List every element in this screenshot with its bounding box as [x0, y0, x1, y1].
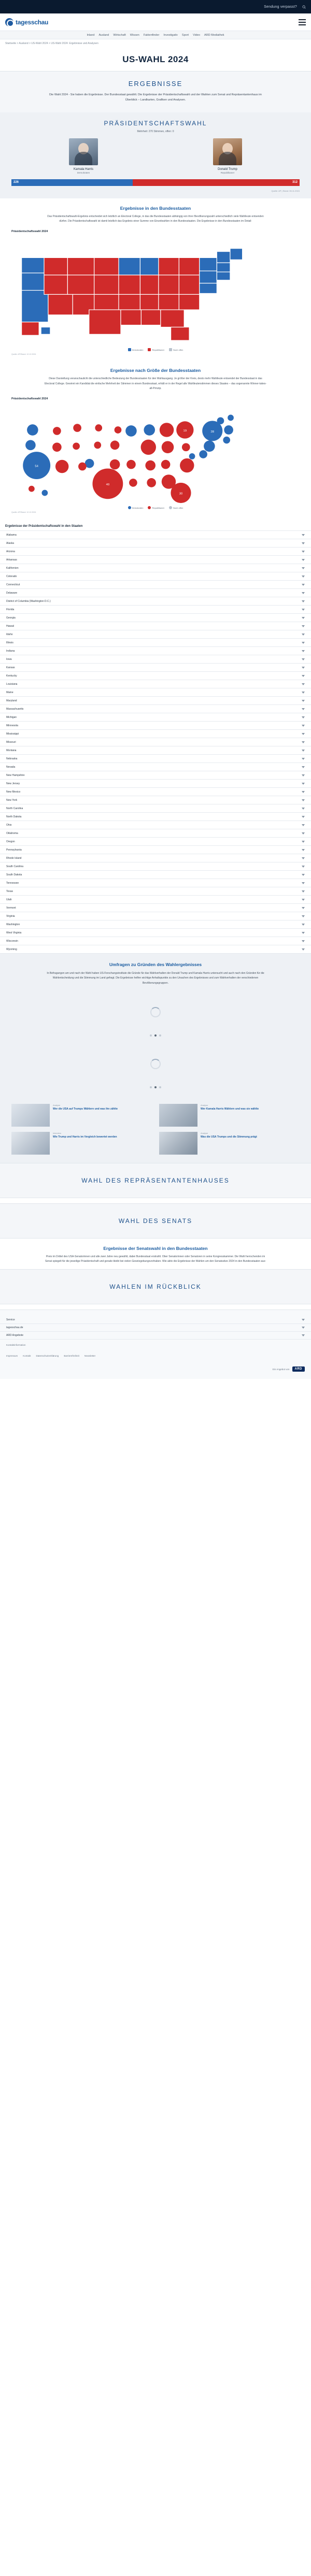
chevron-down-icon-2 — [302, 1327, 305, 1329]
svg-text:40: 40 — [106, 483, 110, 486]
chevron-down-icon — [302, 874, 305, 876]
teaser-kicker-3: Interview — [53, 1131, 62, 1134]
chevron-down-icon — [302, 890, 305, 893]
us-electoral-bubble-map[interactable] — [11, 404, 300, 505]
teaser-title-3[interactable]: Wie Trump und Harris im Vergleich bewertet werden — [53, 1135, 117, 1139]
states-map-legend — [11, 348, 300, 351]
bubble-legend-dem: Demokraten — [128, 506, 144, 509]
chevron-down-icon — [302, 551, 305, 553]
poll-chart-loading-1 — [11, 993, 300, 1031]
state-accordion-row[interactable] — [0, 788, 311, 796]
breadcrumb: Startseite > Ausland > US-Wahl 2024 > US-Wahl 2024: Ergebnisse und Analysen — [0, 39, 311, 47]
footer-row-ard[interactable] — [0, 1332, 311, 1340]
burger-line-2 — [299, 22, 306, 23]
candidate-row — [0, 138, 311, 174]
chevron-down-icon — [302, 675, 305, 677]
legend-item-open: Noch offen — [169, 348, 183, 351]
nav-item-inland[interactable]: Inland — [87, 33, 95, 37]
chevron-down-icon — [302, 725, 305, 727]
carousel-dot-4[interactable] — [150, 1086, 152, 1088]
footer-row-service[interactable] — [0, 1316, 311, 1324]
state-accordion-label: Maine — [6, 690, 13, 694]
footer-link-kontakt[interactable]: Kontakt — [23, 1355, 31, 1358]
page-title: US-WAHL 2024 — [0, 47, 311, 71]
carousel-dot-2[interactable] — [154, 1034, 157, 1037]
state-accordion-row[interactable] — [0, 838, 311, 846]
state-accordion — [0, 530, 311, 954]
chevron-down-icon — [302, 907, 305, 909]
bubble-map-svg — [11, 404, 300, 505]
carousel-dots-1[interactable] — [11, 1031, 300, 1038]
spinner-icon-2 — [150, 1059, 161, 1069]
state-accordion-row[interactable] — [0, 821, 311, 829]
state-accordion-label: Vermont — [6, 906, 16, 910]
state-accordion-row[interactable] — [0, 879, 311, 887]
state-accordion-row[interactable] — [0, 755, 311, 763]
state-accordion-label: Alaska — [6, 541, 15, 545]
chevron-down-icon — [302, 617, 305, 619]
polls-title: Umfragen zu Gründen des Wahlergebnisses — [109, 962, 202, 968]
state-accordion-row[interactable] — [0, 722, 311, 730]
teaser-thumbnail-1 — [11, 1104, 50, 1127]
nav-item-wissen[interactable]: Wissen — [130, 33, 139, 37]
state-accordion-label: Kalifornien — [6, 566, 19, 570]
size-map-body: Diese Darstellung veranschaulicht die unterschiedliche Bedeutung der Bundesstaaten für den Wahlausgang. Je größer der Kreis, desto mehr Wahlleute entsendet der Bundesstaat in das Electoral College. Gewinnt ein Kandidat die einfache Mehrheit der Stimmen in einem Bundesstaat, erhält er in der Regel alle Wahlleutenstimmen dieses Staates – das sogenannte Winner-takes-all-Prinzip. — [44, 377, 267, 390]
senate-section-title: WAHL DES SENATS — [0, 1203, 311, 1239]
states-map-subtitle: Präsidentschaftswahl 2024 — [11, 230, 48, 234]
chevron-down-icon — [302, 650, 305, 652]
state-accordion-label: Maryland — [6, 699, 17, 702]
candidate-party-harris: Demokraten — [77, 171, 90, 174]
state-accordion-label: Michigan — [6, 715, 17, 719]
state-accordion-label: Minnesota — [6, 724, 19, 727]
state-accordion-label: Indiana — [6, 649, 15, 653]
polls-body: In Befragungen am und nach der Wahl haben US-Forschungsinstitute die Gründe für das Wahlverhalten der Donald Trump und Kamala Harris untersucht und auch nach den Gründen für die Wahlentscheidung und die Stimmung im Land gefragt. Die Ergebnisse helfen wichtige Anhaltspunkte zu den Ursachen des Ergebnisses und zum Wahlverhalten der verschiedenen Bevölkerungsgruppen. — [47, 972, 264, 985]
state-accordion-label: Arizona — [6, 550, 15, 553]
state-accordion-label: South Dakota — [6, 873, 22, 876]
state-accordion-row[interactable] — [0, 771, 311, 780]
legend-item-dem: Demokraten — [128, 348, 144, 351]
state-accordion-label: Wyoming — [6, 947, 17, 951]
state-accordion-label: Delaware — [6, 591, 18, 595]
candidate-name-trump: Donald Trump — [218, 167, 237, 171]
size-map-credit: Quelle: AP/Stand: 12.12.2024 — [11, 511, 36, 514]
chevron-down-icon — [302, 924, 305, 926]
logo-text: tagesschau — [16, 18, 49, 26]
state-accordion-row[interactable] — [0, 680, 311, 688]
state-accordion-label: Kentucky — [6, 674, 17, 678]
chevron-down-icon — [302, 841, 305, 843]
state-accordion-row[interactable] — [0, 796, 311, 804]
teaser-thumbnail-4 — [159, 1132, 197, 1155]
chevron-down-icon — [302, 634, 305, 636]
chevron-down-icon — [302, 559, 305, 561]
menu-button[interactable] — [299, 19, 306, 25]
chevron-down-icon — [302, 716, 305, 718]
state-accordion-row[interactable] — [0, 655, 311, 664]
chevron-down-icon — [302, 774, 305, 776]
state-accordion-row[interactable] — [0, 539, 311, 548]
teaser-grid — [0, 1097, 311, 1163]
carousel-dot-3[interactable] — [159, 1034, 161, 1037]
nav-item-faktenfinder[interactable]: Faktenfinder — [143, 33, 160, 37]
nav-item-wirtschaft[interactable]: Wirtschaft — [113, 33, 126, 37]
svg-text:54: 54 — [35, 465, 38, 468]
footer-links — [0, 1340, 311, 1350]
teaser-card-2[interactable] — [159, 1104, 300, 1127]
state-accordion-label: North Carolina — [6, 807, 23, 810]
state-accordion-row[interactable] — [0, 871, 311, 879]
state-results-accordion-section — [0, 519, 311, 954]
state-accordion-label: New York — [6, 798, 18, 802]
chevron-down-icon — [302, 741, 305, 743]
state-accordion-row[interactable] — [0, 904, 311, 912]
state-accordion-label: North Dakota — [6, 815, 22, 818]
footer-link-title: Kontaktinformation — [6, 1344, 26, 1347]
svg-text:28: 28 — [210, 430, 215, 434]
state-accordion-label: Mississippi — [6, 732, 19, 736]
state-accordion-label: Nevada — [6, 765, 16, 769]
chevron-down-icon — [302, 600, 305, 602]
state-accordion-row[interactable] — [0, 920, 311, 929]
size-map-legend — [11, 506, 300, 509]
nav-item-investigativ[interactable]: Investigativ — [163, 33, 178, 37]
search-control[interactable] — [302, 5, 306, 9]
footer-copyright: Ein Angebot von — [272, 1368, 290, 1371]
teaser-kicker-4: Analyse — [201, 1131, 208, 1134]
legend-item-rep: Republikaner — [148, 348, 164, 351]
state-accordion-title: Ergebnisse der Präsidentschaftswahl in den Staaten — [5, 525, 83, 528]
chevron-down-icon — [302, 584, 305, 586]
polls-section — [0, 954, 311, 1097]
search-icon — [302, 5, 306, 9]
state-accordion-label: Utah — [6, 898, 12, 901]
electoral-bar-wrapper — [0, 174, 311, 188]
state-accordion-label: Idaho — [6, 632, 13, 636]
tagesschau-logo[interactable] — [5, 18, 48, 26]
senate-states-section — [0, 1239, 311, 1270]
state-accordion-row[interactable] — [0, 614, 311, 622]
chevron-down-icon — [302, 592, 305, 594]
footer-link-barrierefreiheit[interactable]: Barrierefreiheit — [64, 1355, 79, 1358]
chevron-down-icon — [302, 915, 305, 917]
teaser-kicker-2: Analyse — [201, 1103, 208, 1106]
electoral-bar-dem: 226 — [11, 179, 133, 186]
state-accordion-row[interactable] — [0, 746, 311, 755]
state-accordion-label: Iowa — [6, 657, 12, 661]
state-accordion-label: Hawaii — [6, 624, 15, 628]
states-map-section — [0, 198, 311, 361]
chevron-down-icon — [302, 708, 305, 710]
state-accordion-label: Texas — [6, 889, 13, 893]
chevron-down-icon — [302, 799, 305, 801]
chevron-down-icon — [302, 899, 305, 901]
chevron-down-icon — [302, 692, 305, 694]
chevron-down-icon — [302, 808, 305, 810]
teaser-title-2[interactable]: Wer Kamala Harris Wählern und was sie wählte — [201, 1107, 259, 1111]
state-accordion-row[interactable] — [0, 713, 311, 722]
teaser-thumbnail-3 — [11, 1132, 50, 1155]
avatar-harris — [69, 138, 98, 165]
avatar-trump — [213, 138, 242, 165]
chevron-down-icon — [302, 534, 305, 536]
burger-line-1 — [299, 19, 306, 20]
states-map-body: Das Präsidentschaftswahl-Ergebnis entscheidet sich letztlich an Electoral College, in das die Bundesstaaten abhängig von ihrer Bevölkerungszahl unterschiedlich viele Wahlleute entsenden dürfen. Die Präsidentschaftswahl ist damit letztlich das Ergebnis einer Summe von Einzelwahlen in den Bundesstaaten. Die Ergebnisse in den Bundesstaaten im Detail: — [47, 214, 264, 223]
state-accordion-row[interactable] — [0, 639, 311, 647]
nav-item-video[interactable]: Video — [193, 33, 201, 37]
us-states-choropleth[interactable] — [11, 236, 300, 346]
footer-link-impressum[interactable]: Impressum — [6, 1355, 18, 1358]
state-accordion-label: Louisiana — [6, 682, 18, 686]
state-accordion-label: Wisconsin — [6, 939, 18, 943]
size-map-title: Ergebnisse nach Größe der Bundesstaaten — [110, 368, 201, 373]
carousel-dot-6[interactable] — [159, 1086, 161, 1088]
carousel-dot-1[interactable] — [150, 1034, 152, 1037]
state-accordion-label: District of Columbia (Washington D.C.) — [6, 599, 51, 603]
teaser-card-1[interactable] — [11, 1104, 152, 1127]
state-accordion-row[interactable] — [0, 862, 311, 871]
candidate-trump — [156, 138, 300, 174]
chevron-down-icon — [302, 791, 305, 793]
chevron-down-icon — [302, 658, 305, 660]
sendung-verpasst-link[interactable]: Sendung verpasst? — [264, 5, 297, 9]
chevron-down-icon — [302, 932, 305, 934]
state-accordion-label: South Carolina — [6, 865, 24, 868]
state-accordion-row[interactable] — [0, 854, 311, 862]
svg-text:19: 19 — [183, 429, 187, 433]
size-map-subtitle: Präsidentschaftswahl 2024 — [11, 397, 48, 401]
footer-link-datenschutz[interactable]: Datenschutzerklärung — [36, 1355, 59, 1358]
state-accordion-label: Kansas — [6, 666, 15, 669]
state-accordion-row[interactable] — [0, 647, 311, 655]
chevron-down-icon — [302, 567, 305, 569]
senate-states-body: Preis im Drittel des USA-Senatorinnen und alle zwei Jahre neu gewählt, dabei Bundesstaat erstrahlt. Ober Senatorinnen oder Senatoren in seine Kongresskammer. Die Wahl herrschenden im Senat spiegelt für die jeweilige Präsidentschaft und gerade bleibt bei vielen Gesetzgebungsvorhaben. Wie aktiv die Ergebnisse der Wahlen um den Senatssitze 2024 in den Bundesstaaten aus: — [45, 1255, 266, 1263]
chevron-down-icon — [302, 575, 305, 578]
state-accordion-label: Rhode Island — [6, 856, 22, 860]
teaser-title-4[interactable]: Was die USA Trumps und die Stimmung prägt — [201, 1135, 257, 1139]
teaser-kicker-1: Analyse — [53, 1103, 61, 1106]
state-accordion-row[interactable] — [0, 912, 311, 920]
results-intro-section — [0, 71, 311, 112]
state-accordion-row[interactable] — [0, 763, 311, 771]
chevron-down-icon — [302, 609, 305, 611]
state-accordion-label: Massachusetts — [6, 707, 24, 711]
state-accordion-row[interactable] — [0, 846, 311, 854]
state-accordion-label: Georgia — [6, 616, 16, 620]
house-section-body — [0, 1198, 311, 1203]
state-accordion-row[interactable] — [0, 556, 311, 564]
state-accordion-row[interactable] — [0, 738, 311, 746]
logo-mark-icon — [5, 18, 13, 26]
chevron-down-icon — [302, 948, 305, 951]
chevron-down-icon — [302, 642, 305, 644]
state-accordion-row[interactable] — [0, 829, 311, 838]
chevron-down-icon — [302, 882, 305, 884]
candidate-name-harris: Kamala Harris — [73, 167, 93, 171]
carousel-dot-5[interactable] — [154, 1086, 157, 1088]
chevron-down-icon — [302, 758, 305, 760]
house-section-title: WAHL DES REPRÄSENTANTENHAUSES — [0, 1163, 311, 1198]
state-accordion-row[interactable] — [0, 548, 311, 556]
electoral-bar — [11, 179, 300, 186]
state-accordion-row[interactable] — [0, 597, 311, 606]
us-map-svg — [11, 236, 300, 346]
retrospect-body — [0, 1304, 311, 1309]
presidential-source: Quelle: AP | Stand: 06.11.2024 — [271, 189, 300, 192]
state-accordion-label: Oregon — [6, 840, 15, 843]
site-footer — [0, 1309, 311, 1379]
footer-link-newsletter[interactable]: Newsletter — [84, 1355, 96, 1358]
chevron-down-icon — [302, 667, 305, 669]
bubble-legend-open: Noch offen — [169, 506, 183, 509]
spinner-icon — [150, 1007, 161, 1017]
footer-label-service: Service — [6, 1318, 15, 1322]
chevron-down-icon — [302, 857, 305, 859]
nav-item-ausland[interactable]: Ausland — [98, 33, 109, 37]
footer-row-tagesschau[interactable] — [0, 1324, 311, 1332]
chevron-down-icon — [302, 940, 305, 942]
chevron-down-icon — [302, 816, 305, 818]
presidential-section — [0, 112, 311, 198]
presidential-subheading: Mehrheit: 270 Stimmen, offen: 0 — [137, 129, 174, 133]
state-accordion-row[interactable] — [0, 937, 311, 945]
state-accordion-row[interactable] — [0, 581, 311, 589]
chevron-down-icon — [302, 683, 305, 685]
chevron-down-icon — [302, 866, 305, 868]
results-intro-text: Die Wahl 2024 - Sie haben die Ergebnisse. Der Bundesstaat gewählt. Die Ergebnisse der Präsidentschaftswahl und der Wahlen zum Senat und Repräsentantenhaus im Überblick – Landkarten, Grafiken und Analysen. — [49, 93, 262, 102]
chevron-down-icon — [302, 766, 305, 768]
footer-label-ard: ARD Angebote — [6, 1334, 24, 1337]
poll-chart-loading-2 — [11, 1045, 300, 1083]
state-accordion-row[interactable] — [0, 564, 311, 572]
state-accordion-label: Washington — [6, 923, 20, 926]
state-accordion-label: Florida — [6, 608, 15, 611]
state-accordion-label: Alabama — [6, 533, 17, 537]
candidate-harris — [11, 138, 156, 174]
chevron-down-icon — [302, 832, 305, 834]
main-navigation — [0, 31, 311, 39]
teaser-title-1[interactable]: Wer die USA auf Trumps Wählern und was ihn zählte — [53, 1107, 118, 1111]
chevron-down-icon — [302, 1319, 305, 1321]
state-accordion-row[interactable] — [0, 813, 311, 821]
site-header — [0, 13, 311, 31]
footer-label-tagesschau: tagesschau.de — [6, 1326, 23, 1330]
state-accordion-label: Oklahoma — [6, 831, 18, 835]
teaser-thumbnail-2 — [159, 1104, 197, 1127]
footer-bottom — [0, 1361, 311, 1379]
state-accordion-row[interactable] — [0, 730, 311, 738]
results-heading: ERGEBNISSE — [128, 80, 183, 88]
state-accordion-label: Nebraska — [6, 757, 18, 760]
state-accordion-label: Ohio — [6, 823, 12, 827]
presidential-heading: PRÄSIDENTSCHAFTSWAHL — [104, 119, 207, 127]
teaser-card-3[interactable] — [11, 1132, 152, 1155]
nav-item-mediathek[interactable]: ARD Mediathek — [204, 33, 224, 37]
state-accordion-label: Montana — [6, 749, 17, 752]
chevron-down-icon — [302, 700, 305, 702]
state-accordion-label: New Mexico — [6, 790, 21, 794]
state-accordion-row[interactable] — [0, 804, 311, 813]
states-map-credit: Quelle: AP/Stand: 12.12.2024 — [11, 353, 36, 356]
carousel-dots-2[interactable] — [11, 1083, 300, 1089]
state-accordion-row[interactable] — [0, 622, 311, 630]
state-accordion-row[interactable] — [0, 945, 311, 954]
state-accordion-row[interactable] — [0, 705, 311, 713]
states-map-title: Ergebnisse in den Bundesstaaten — [120, 205, 191, 211]
chevron-down-icon — [302, 542, 305, 544]
state-accordion-label: Tennessee — [6, 881, 19, 885]
state-accordion-row[interactable] — [0, 929, 311, 937]
chevron-down-icon — [302, 750, 305, 752]
svg-text:30: 30 — [179, 492, 183, 496]
state-accordion-row[interactable] — [0, 589, 311, 597]
state-accordion-label: West Virginia — [6, 931, 22, 934]
state-accordion-row[interactable] — [0, 697, 311, 705]
chevron-down-icon-3 — [302, 1334, 305, 1336]
state-accordion-row[interactable] — [0, 887, 311, 896]
senate-states-title: Ergebnisse der Senatswahl in den Bundesstaaten — [103, 1245, 208, 1251]
retrospect-section-title: WAHLEN IM RÜCKBLICK — [0, 1269, 311, 1304]
state-accordion-row[interactable] — [0, 688, 311, 697]
state-accordion-row[interactable] — [0, 664, 311, 672]
nav-item-sport[interactable]: Sport — [181, 33, 189, 37]
chevron-down-icon — [302, 625, 305, 627]
state-accordion-row[interactable] — [0, 572, 311, 581]
state-accordion-label: Colorado — [6, 574, 17, 578]
state-accordion-row[interactable] — [0, 672, 311, 680]
state-accordion-label: Missouri — [6, 740, 16, 744]
state-accordion-label: Virginia — [6, 914, 15, 918]
utility-bar — [0, 0, 311, 13]
state-accordion-row[interactable] — [0, 780, 311, 788]
state-accordion-label: New Jersey — [6, 782, 20, 785]
state-accordion-label: Illinois — [6, 641, 13, 644]
state-accordion-row[interactable] — [0, 606, 311, 614]
electoral-bar-rep: 312 — [133, 179, 300, 186]
state-accordion-label: Pennsylvania — [6, 848, 22, 852]
candidate-party-trump: Republikaner — [220, 171, 235, 174]
state-accordion-label: Connecticut — [6, 583, 20, 586]
state-accordion-row[interactable] — [0, 531, 311, 539]
chevron-down-icon — [302, 733, 305, 735]
size-map-section — [0, 361, 311, 519]
ard-logo: ARD — [292, 1366, 305, 1372]
state-accordion-row[interactable] — [0, 630, 311, 639]
chevron-down-icon — [302, 824, 305, 826]
bubble-legend-rep: Republikaner — [148, 506, 164, 509]
footer-legal-links — [0, 1350, 311, 1361]
teaser-card-4[interactable] — [159, 1132, 300, 1155]
burger-line-3 — [299, 24, 306, 25]
chevron-down-icon — [302, 783, 305, 785]
state-accordion-label: New Hampshire — [6, 773, 25, 777]
state-accordion-label: Arkansas — [6, 558, 17, 562]
chevron-down-icon — [302, 849, 305, 851]
state-accordion-row[interactable] — [0, 896, 311, 904]
